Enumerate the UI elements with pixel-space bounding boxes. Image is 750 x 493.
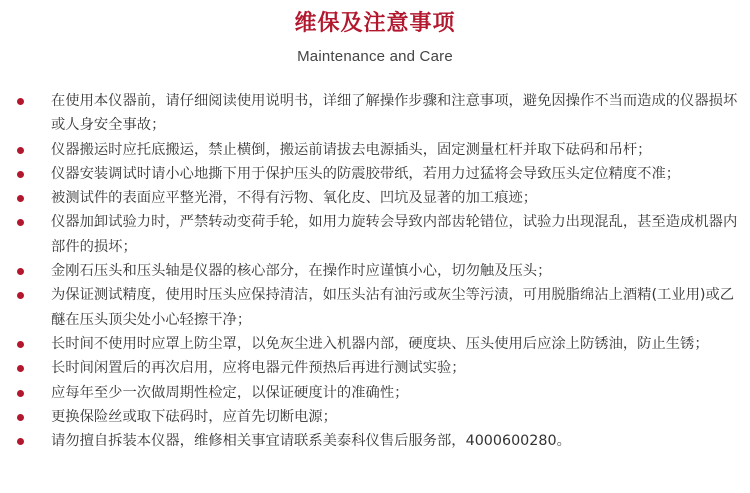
list-item (0, 405, 750, 429)
care-list (0, 89, 750, 453)
list-item-text: 为保证测试精度，使用时压头应保持清洁，如压头沾有油污或灰尘等污渍，可用脱脂绵沾上酒精(工业用)或乙醚在压头顶尖处小心轻擦干净； (51, 287, 735, 328)
bullet-icon (17, 171, 24, 178)
list-item-text: 金刚石压头和压头轴是仪器的核心部分，在操作时应谨慎小心，切勿触及压头； (51, 263, 552, 280)
list-item (0, 332, 750, 356)
bullet-icon (17, 390, 24, 397)
page-title: 维保及注意事项 (294, 11, 456, 36)
bullet-icon (17, 365, 24, 372)
list-item (0, 259, 750, 283)
list-item (0, 186, 750, 210)
list-item (0, 162, 750, 186)
bullet-icon (17, 98, 24, 105)
bullet-icon (17, 292, 24, 299)
bullet-icon (17, 219, 24, 226)
page-subtitle: Maintenance and Care (297, 48, 453, 65)
list-item-text: 仪器搬运时应托底搬运，禁止横倒，搬运前请拔去电源插头，固定测量杠杆并取下砝码和吊杆； (51, 141, 652, 158)
list-item (0, 89, 750, 138)
header (0, 0, 750, 67)
list-item-text: 长时间闲置后的再次启用，应将电器元件预热后再进行测试实验； (51, 360, 466, 377)
bullet-icon (17, 438, 24, 445)
list-item-text: 请勿擅自拆装本仪器，维修相关事宜请联系美泰科仪售后服务部，4000600280。 (51, 433, 571, 450)
bullet-icon (17, 341, 24, 348)
bullet-icon (17, 414, 24, 421)
list-item (0, 381, 750, 405)
bullet-icon (17, 147, 24, 154)
list-item (0, 429, 750, 453)
list-item-text: 更换保险丝或取下砝码时，应首先切断电源； (51, 408, 337, 425)
list-item (0, 356, 750, 380)
list-item (0, 210, 750, 259)
list-item-text: 仪器加卸试验力时，严禁转动变荷手轮，如用力旋转会导致内部齿轮错位，试验力出现混乱，甚至造成机器内部件的损坏； (51, 214, 738, 255)
list-item-text: 应每年至少一次做周期性检定，以保证硬度计的准确性； (51, 384, 409, 401)
bullet-icon (17, 268, 24, 275)
list-item (0, 138, 750, 162)
list-item-text: 长时间不使用时应罩上防尘罩，以免灰尘进入机器内部，硬度块、压头使用后应涂上防锈油，防止生锈； (51, 335, 709, 352)
list-item-text: 仪器安装调试时请小心地撕下用于保护压头的防震胶带纸，若用力过猛将会导致压头定位精度不准； (51, 165, 681, 182)
list-item (0, 283, 750, 332)
list-item-text: 被测试件的表面应平整光滑，不得有污物、氧化皮、凹坑及显著的加工痕迹； (51, 190, 538, 207)
list-item-text: 在使用本仪器前，请仔细阅读使用说明书，详细了解操作步骤和注意事项，避免因操作不当而造成的仪器损坏或人身安全事故； (51, 93, 738, 134)
bullet-icon (17, 195, 24, 202)
